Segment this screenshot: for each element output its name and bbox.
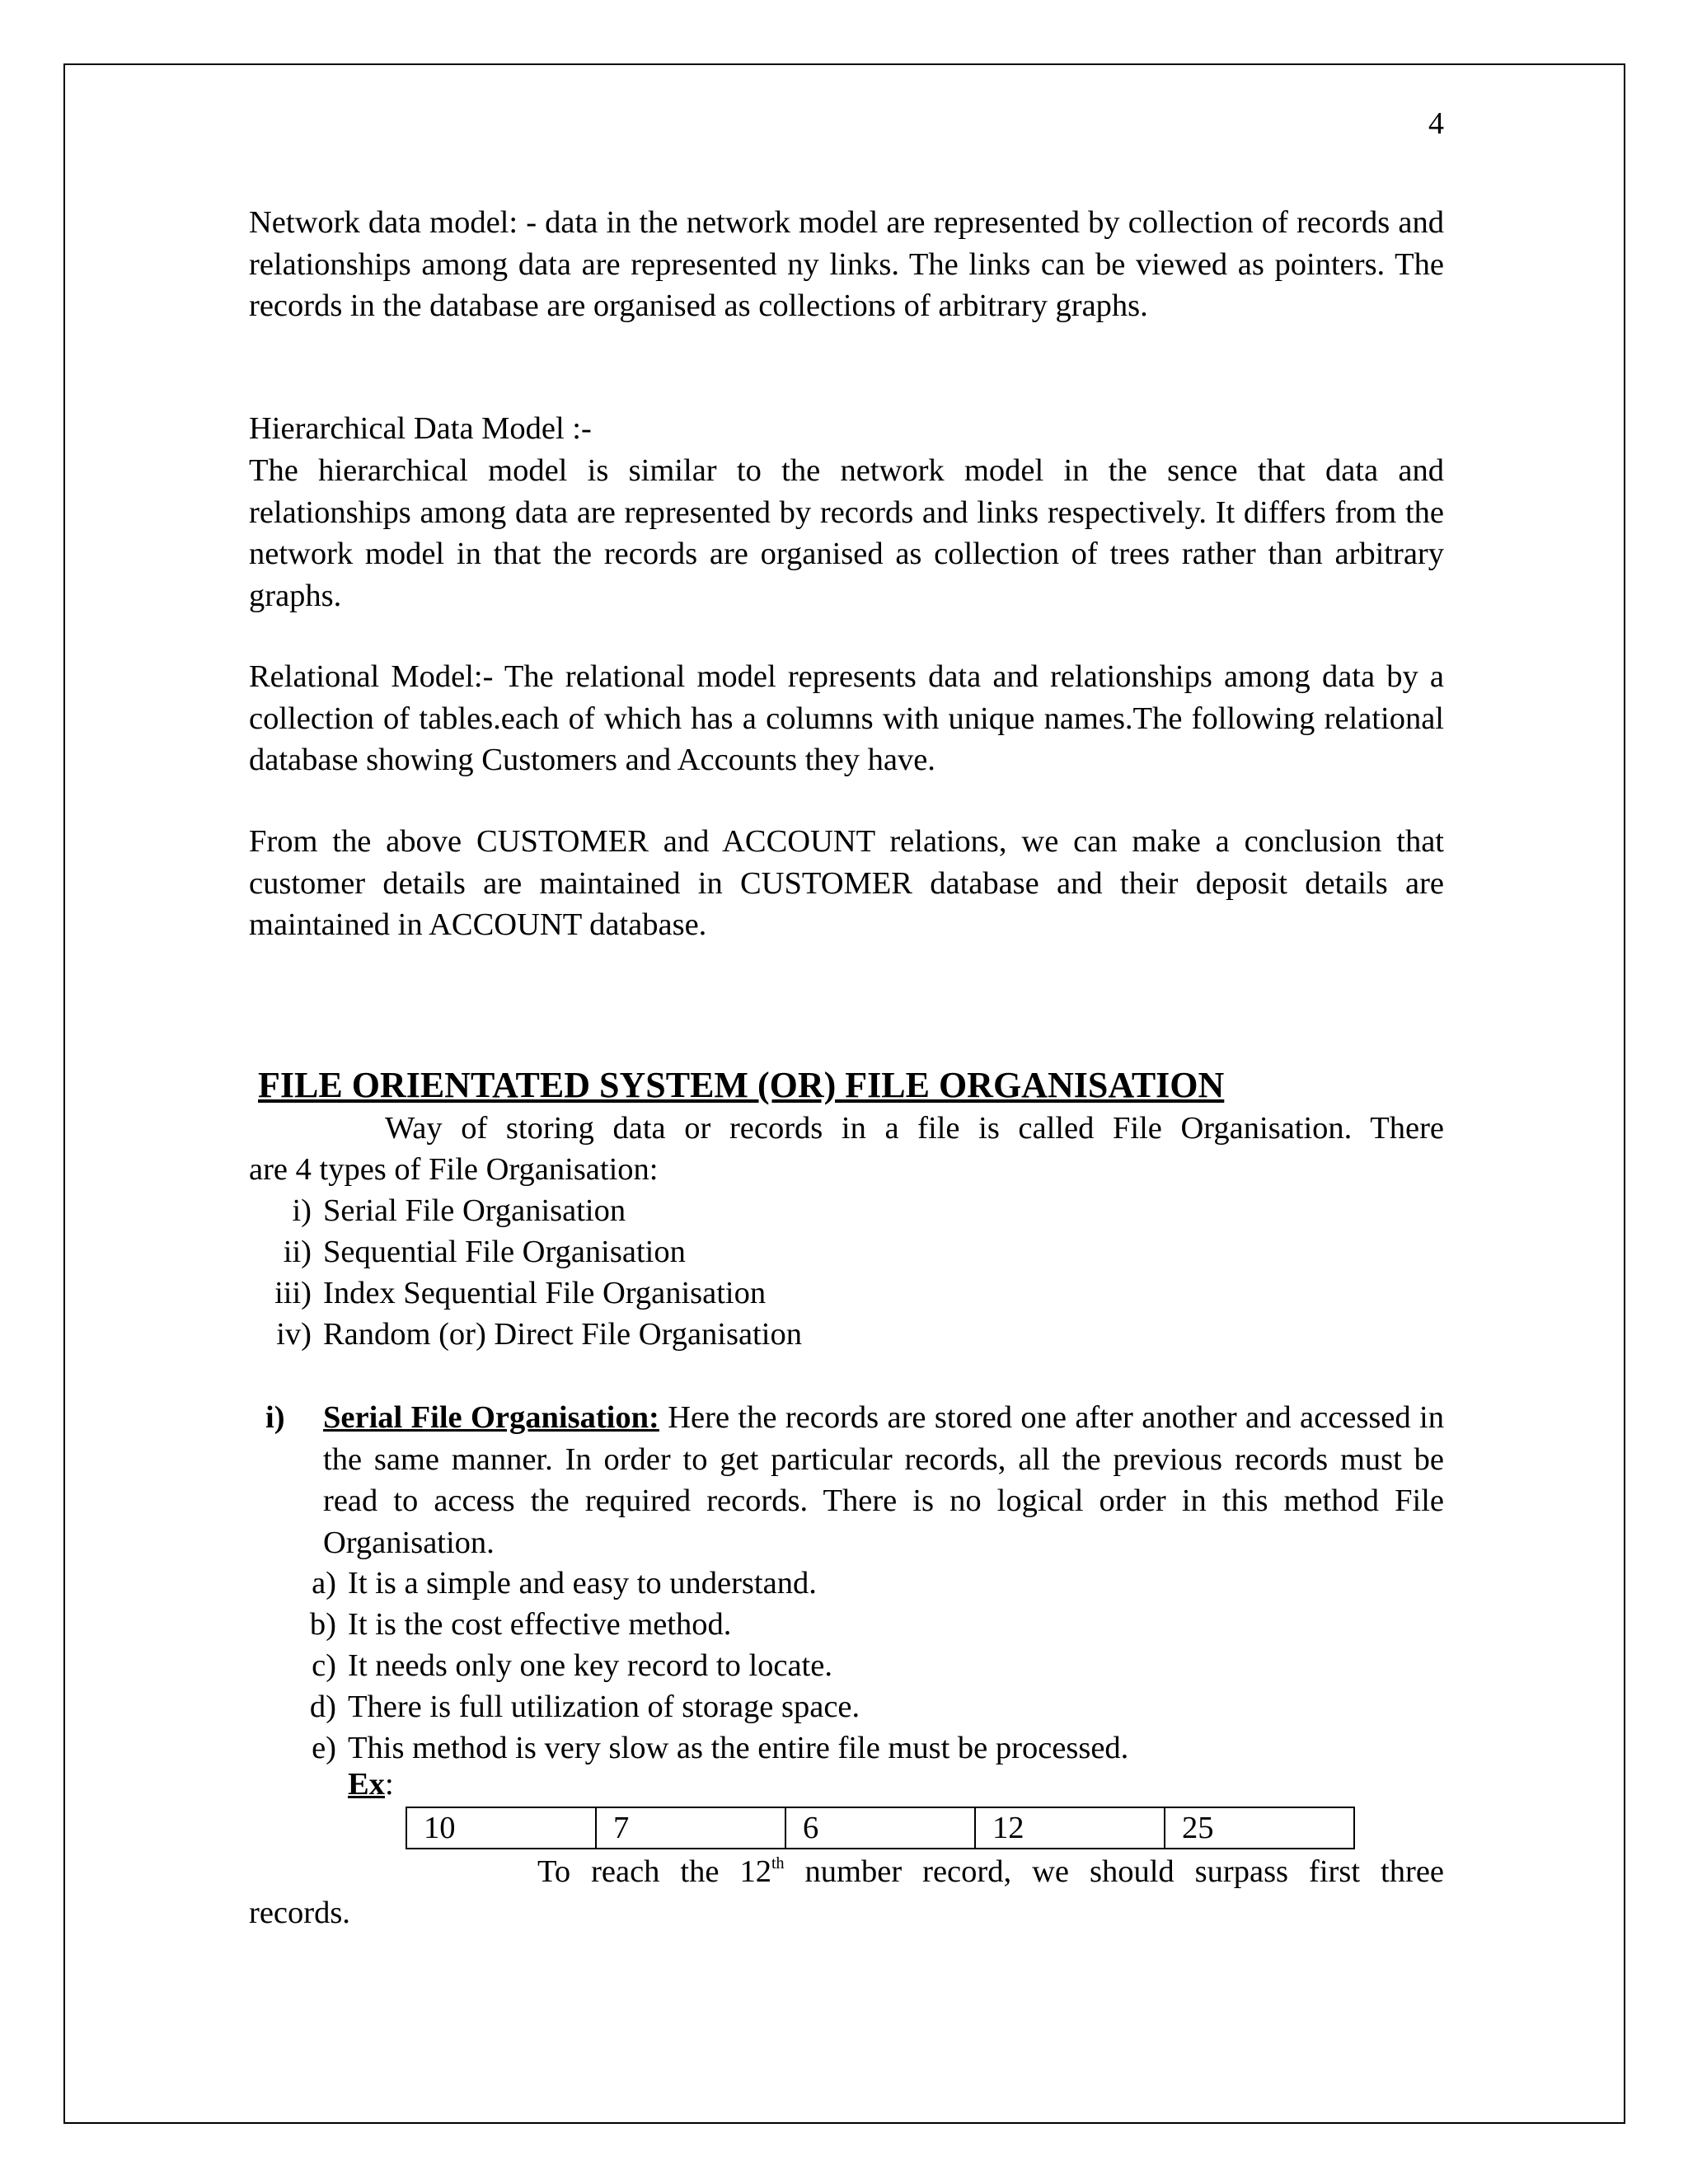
conclusion-paragraph: From the above CUSTOMER and ACCOUNT relations, we can make a conclusion that customer details are maintained in CUSTOMER database and their deposit details are maintained in ACCOUNT database. (249, 824, 1444, 942)
record-cell: 6 (785, 1807, 975, 1849)
serial-point-item (312, 1727, 1129, 1769)
list-marker: b) (309, 1607, 336, 1642)
list-marker: a) (312, 1566, 336, 1601)
table-row (406, 1807, 1354, 1849)
list-marker: iii) (274, 1276, 312, 1310)
example-note-start: To reach the 12 (537, 1854, 771, 1889)
list-item-label: Serial File Organisation (323, 1193, 626, 1228)
example-records-table (406, 1807, 1355, 1849)
serial-point-item (309, 1686, 860, 1727)
record-cell: 25 (1165, 1807, 1354, 1849)
list-item-label: It needs only one key record to locate. (348, 1648, 832, 1683)
serial-point-item (312, 1645, 832, 1686)
list-marker: i) (292, 1193, 312, 1228)
example-note-end: records. (249, 1896, 350, 1930)
example-note-rest: number record, we should surpass first three (784, 1854, 1445, 1889)
hierarchical-model-paragraph: The hierarchical model is similar to the network model in the sence that data and relationships among data are represented by records and links respectively. It differs from the network model in that the records are organised as collection of trees rather than arbitrary graphs. (249, 453, 1444, 613)
example-label-text: Ex (348, 1767, 385, 1802)
network-model-paragraph: Network data model: - data in the network model are represented by collection of records and relationships among data are represented ny links. The links can be viewed as pointers. The records in the database are organised as collections of arbitrary graphs. (249, 205, 1444, 323)
serial-point-item (312, 1563, 817, 1604)
file-organisation-heading: FILE ORIENTATED SYSTEM (OR) FILE ORGANISATION (258, 1065, 1225, 1105)
list-item-label: There is full utilization of storage space. (348, 1690, 860, 1724)
example-label (348, 1764, 394, 1806)
list-marker: ii) (283, 1235, 312, 1269)
serial-organisation-title: Serial File Organisation: (323, 1400, 659, 1435)
serial-organisation-paragraph (323, 1397, 1444, 1563)
hierarchical-model-title: Hierarchical Data Model :- (249, 411, 592, 446)
list-item-label: Sequential File Organisation (323, 1235, 686, 1269)
serial-organisation-text: Here the records are stored one after another and accessed in the same manner. In order to get particular records, all the previous records must be read to access the required records. There is no logical order in this method File Organisation. (323, 1400, 1444, 1560)
record-cell: 12 (975, 1807, 1165, 1849)
example-note (537, 1851, 1444, 1893)
file-type-list-item (274, 1272, 767, 1314)
list-marker: d) (309, 1690, 336, 1724)
example-note-superscript: th (771, 1854, 785, 1872)
list-marker: iv) (276, 1317, 312, 1352)
list-marker: c) (312, 1648, 336, 1683)
file-type-list-item (276, 1314, 802, 1355)
list-item-label: This method is very slow as the entire file must be processed. (348, 1731, 1129, 1765)
file-organisation-intro-line1: Way of storing data or records in a file is called File Organisation. There (385, 1111, 1444, 1146)
relational-model-paragraph: Relational Model:- The relational model represents data and relationships among data by a collection of tables.each of which has a columns with unique names.The following relational database showing Customers and Accounts they have. (249, 659, 1444, 777)
example-label-colon: : (384, 1767, 394, 1802)
file-type-list-item (283, 1231, 686, 1272)
list-item-label: Random (or) Direct File Organisation (323, 1317, 802, 1352)
list-item-label: It is the cost effective method. (348, 1607, 732, 1642)
record-cell: 10 (406, 1807, 596, 1849)
list-marker: e) (312, 1731, 336, 1765)
record-cell: 7 (596, 1807, 785, 1849)
list-item-label: Index Sequential File Organisation (323, 1276, 767, 1310)
page-number: 4 (1428, 106, 1444, 141)
list-item-label: It is a simple and easy to understand. (348, 1566, 817, 1601)
serial-point-item (309, 1604, 732, 1645)
file-organisation-intro-line2: are 4 types of File Organisation: (249, 1152, 659, 1187)
serial-section-marker: i) (265, 1400, 285, 1435)
file-type-list-item (292, 1190, 626, 1231)
